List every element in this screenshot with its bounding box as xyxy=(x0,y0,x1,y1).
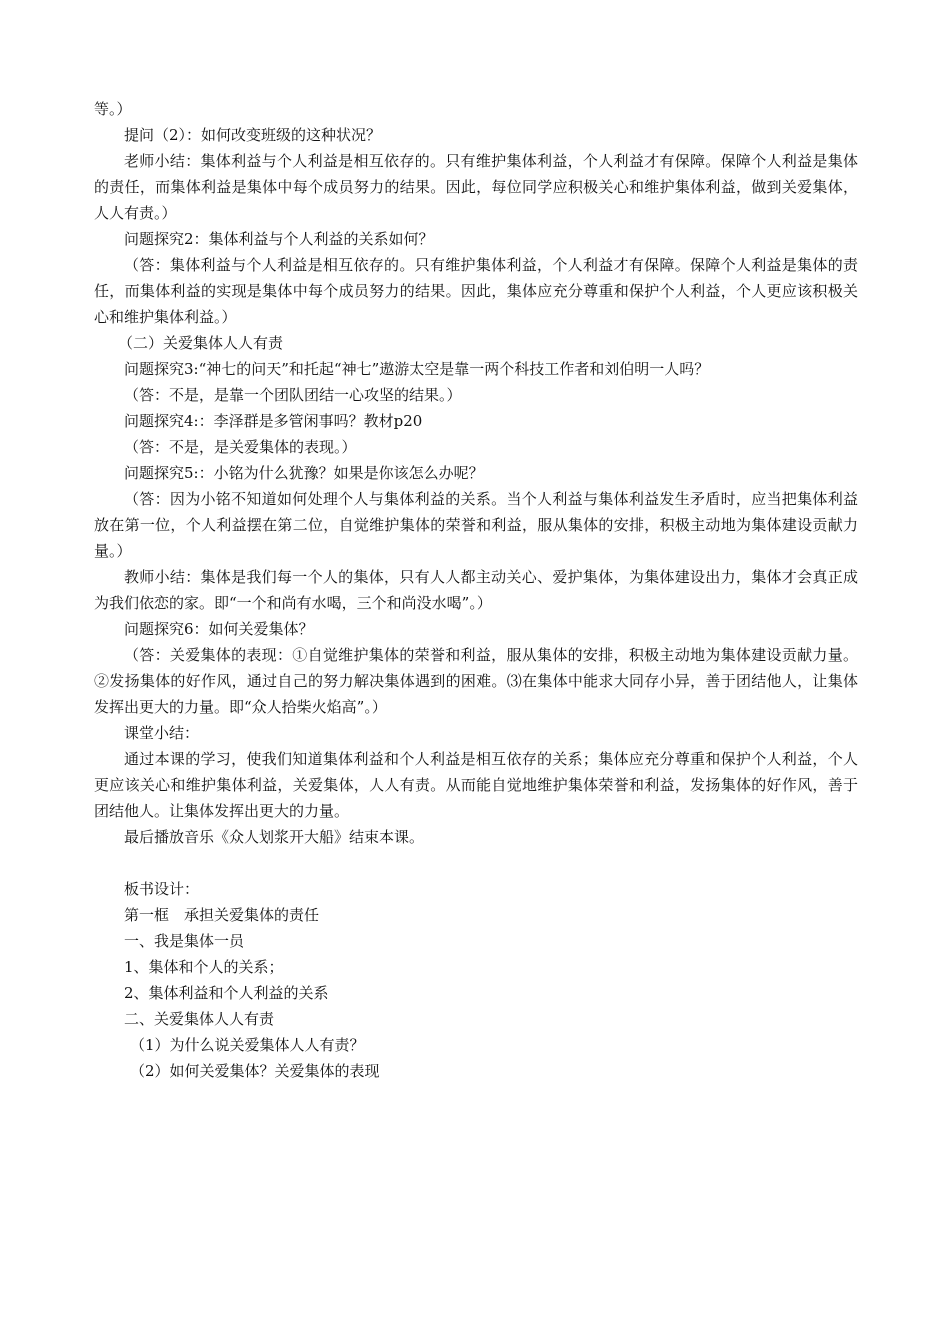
document-page xyxy=(94,96,858,1084)
question-2: 提问（2）：如何改变班级的这种状况？ xyxy=(124,126,382,144)
class-summary-heading: 课堂小结： xyxy=(124,724,200,742)
board-design-title: 板书设计： xyxy=(124,880,200,898)
board-line-lesson-title: 第一框 承担关爱集体的责任 xyxy=(124,906,320,924)
answer-5: （答：因为小铭不知道如何处理个人与集体利益的关系。当个人利益与集体利益发生矛盾时，应当把集体利益放在第一位，个人利益摆在第二位，自觉维护集体的荣誉和利益，服从集体的安排，积极主动地为集体建设贡献力量。） xyxy=(94,490,858,560)
inquiry-6: 问题探究6：如何关爱集体？ xyxy=(124,620,314,638)
teacher-summary-1: 老师小结：集体利益与个人利益是相互依存的。只有维护集体利益，个人利益才有保障。保障个人利益是集体的责任，而集体利益是集体中每个成员努力的结果。因此，每位同学应积极关心和维护集体利益，做到关爱集体，人人有责。） xyxy=(94,152,858,222)
answer-3: （答：不是，是靠一个团队团结一心攻坚的结果。） xyxy=(124,386,462,404)
section-heading-2: （二）关爱集体人人有责 xyxy=(118,334,284,352)
inquiry-5: 问题探究5:：小铭为什么犹豫？如果是你该怎么办呢？ xyxy=(124,464,484,482)
board-line-section-1: 一、我是集体一员 xyxy=(124,932,245,950)
board-line-subpoint-2: （2）如何关爱集体？关爱集体的表现 xyxy=(130,1062,380,1080)
board-line-point-1: 1、集体和个人的关系； xyxy=(124,958,284,976)
board-design xyxy=(94,876,858,1084)
board-line-section-2: 二、关爱集体人人有责 xyxy=(124,1010,275,1028)
paragraph-continuation: 等。） xyxy=(94,100,132,118)
inquiry-4: 问题探究4:：李泽群是多管闲事吗？教材p20 xyxy=(124,412,423,430)
board-line-point-2: 2、集体利益和个人利益的关系 xyxy=(124,984,329,1002)
inquiry-2: 问题探究2：集体利益与个人利益的关系如何？ xyxy=(124,230,434,248)
teacher-summary-2: 教师小结：集体是我们每一个人的集体，只有人人都主动关心、爱护集体，为集体建设出力，集体才会真正成为我们依恋的家。即“一个和尚有水喝，三个和尚没水喝”。） xyxy=(94,568,858,612)
answer-4: （答：不是，是关爱集体的表现。） xyxy=(124,438,357,456)
answer-2: （答：集体利益与个人利益是相互依存的。只有维护集体利益，个人利益才有保障。保障个人利益是集体的责任，而集体利益的实现是集体中每个成员努力的结果。因此，集体应充分尊重和保护个人利益，个人更应该积极关心和维护集体利益。） xyxy=(94,256,858,326)
closing-music: 最后播放音乐《众人划浆开大船》结束本课。 xyxy=(124,828,425,846)
class-summary-text: 通过本课的学习，使我们知道集体利益和个人利益是相互依存的关系；集体应充分尊重和保护个人利益，个人更应该关心和维护集体利益，关爱集体，人人有责。从而能自觉地维护集体荣誉和利益，发扬集体的好作风，善于团结他人。让集体发挥出更大的力量。 xyxy=(94,750,858,820)
blank-line xyxy=(94,850,858,876)
board-line-subpoint-1: （1）为什么说关爱集体人人有责？ xyxy=(130,1036,365,1054)
answer-6: （答：关爱集体的表现：①自觉维护集体的荣誉和利益，服从集体的安排，积极主动地为集体建设贡献力量。②发扬集体的好作风，通过自己的努力解决集体遇到的困难。⑶在集体中能求大同存小异，善于团结他人，让集体发挥出更大的力量。即“众人拾柴火焰高”。） xyxy=(94,646,858,716)
inquiry-3: 问题探究3:“神七的问天”和托起“神七”遨游太空是靠一两个科技工作者和刘伯明一人吗？ xyxy=(124,360,710,378)
